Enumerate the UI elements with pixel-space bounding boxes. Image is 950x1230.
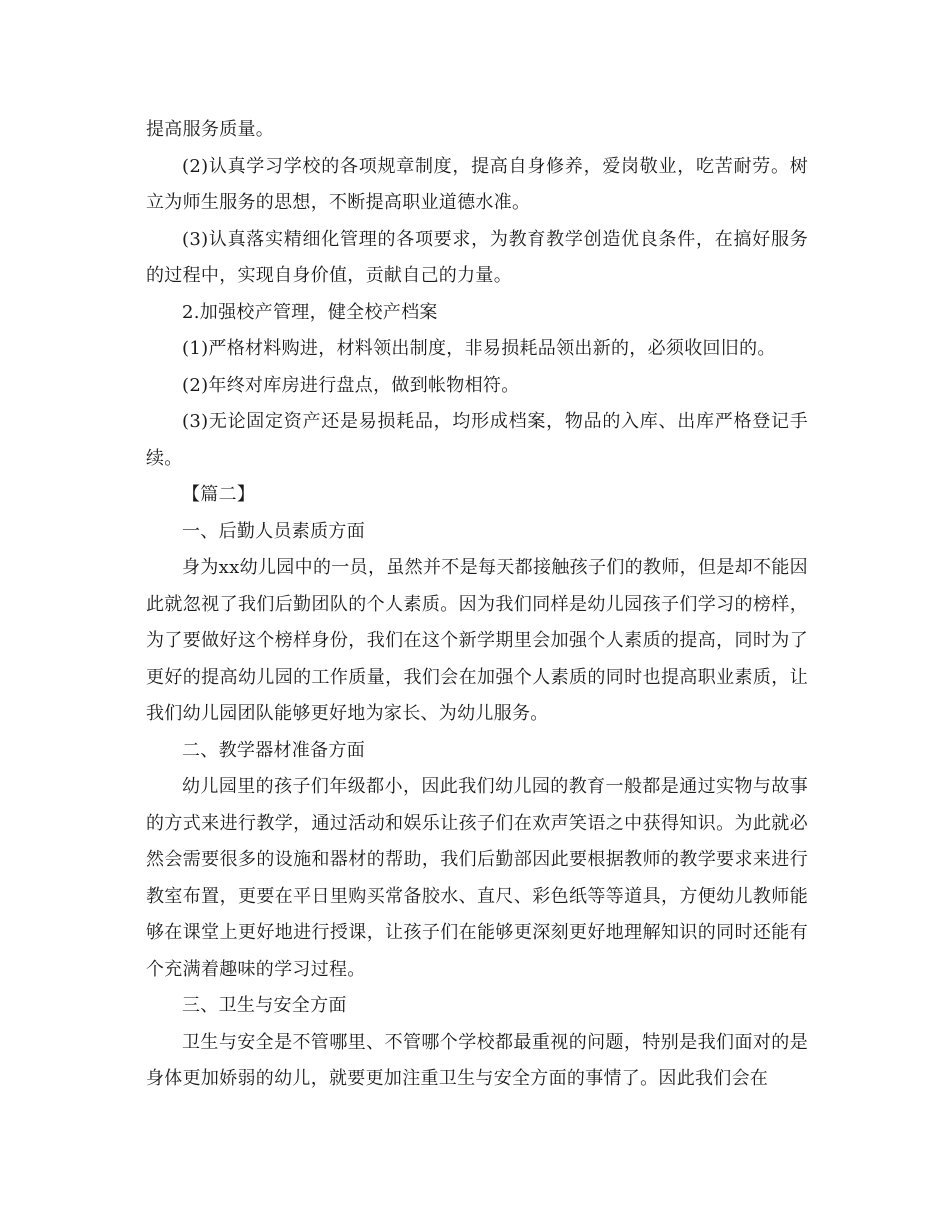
part-two-heading: 【篇二】 xyxy=(182,484,256,505)
paragraph-staff-quality: 身为xx幼儿园中的一员，虽然并不是每天都接触孩子们的教师，但是却不能因此就忽视了我们后勤团队的个人素质。因为我们同样是幼儿园孩子们学习的榜样，为了要做好这个榜样身份，我们在这个新学期里会加强个人素质的提高，同时为了更好的提高幼儿园的工作质量，我们会在加强个人素质的同时也提高职业素质，让我们幼儿园团队能够更好地为家长、为幼儿服务。 xyxy=(146,557,808,724)
section-heading-hygiene-safety: 三、卫生与安全方面 xyxy=(182,995,347,1016)
paragraph-continuation: 提高服务质量。 xyxy=(146,119,275,140)
paragraph-asset-item-2: (2)年终对库房进行盘点，做到帐物相符。 xyxy=(182,374,520,396)
paragraph-asset-item-1: (1)严格材料购进，材料领出制度，非易损耗品领出新的，必须收回旧的。 xyxy=(182,338,776,359)
paragraph-asset-item-3: (3)无论固定资产还是易损耗品，均形成档案，物品的入库、出库严格登记手续。 xyxy=(146,411,808,469)
paragraph-teaching-equipment: 幼儿园里的孩子们年级都小，因此我们幼儿园的教育一般都是通过实物与故事的方式来进行教学，通过活动和娱乐让孩子们在欢声笑语之中获得知识。为此就必然会需要很多的设施和器材的帮助，我们后勤部因此要根据教师的教学要求来进行教室布置，更要在平日里购买常备胶水、直尺、彩色纸等等道具，方便幼儿教师能够在课堂上更好地进行授课，让孩子们在能够更深刻更好地理解知识的同时还能有个充满着趣味的学习过程。 xyxy=(146,776,808,980)
section-heading-teaching-equipment: 二、教学器材准备方面 xyxy=(182,739,365,761)
paragraph-item-3: (3)认真落实精细化管理的各项要求，为教育教学创造优良条件，在搞好服务的过程中，实现自身价值，贡献自己的力量。 xyxy=(146,228,808,286)
paragraph-item-2: (2)认真学习学校的各项规章制度，提高自身修养，爱岗敬业，吃苦耐劳。树立为师生服务的思想，不断提高职业道德水准。 xyxy=(146,155,808,213)
document-body xyxy=(146,112,808,1098)
paragraph-hygiene-safety: 卫生与安全是不管哪里、不管哪个学校都最重视的问题，特别是我们面对的是身体更加娇弱的幼儿，就要更加注重卫生与安全方面的事情了。因此我们会在 xyxy=(146,1031,808,1089)
section-heading-staff-quality: 一、后勤人员素质方面 xyxy=(182,520,365,542)
section-heading-asset-management: 2.加强校产管理，健全校产档案 xyxy=(182,301,438,323)
